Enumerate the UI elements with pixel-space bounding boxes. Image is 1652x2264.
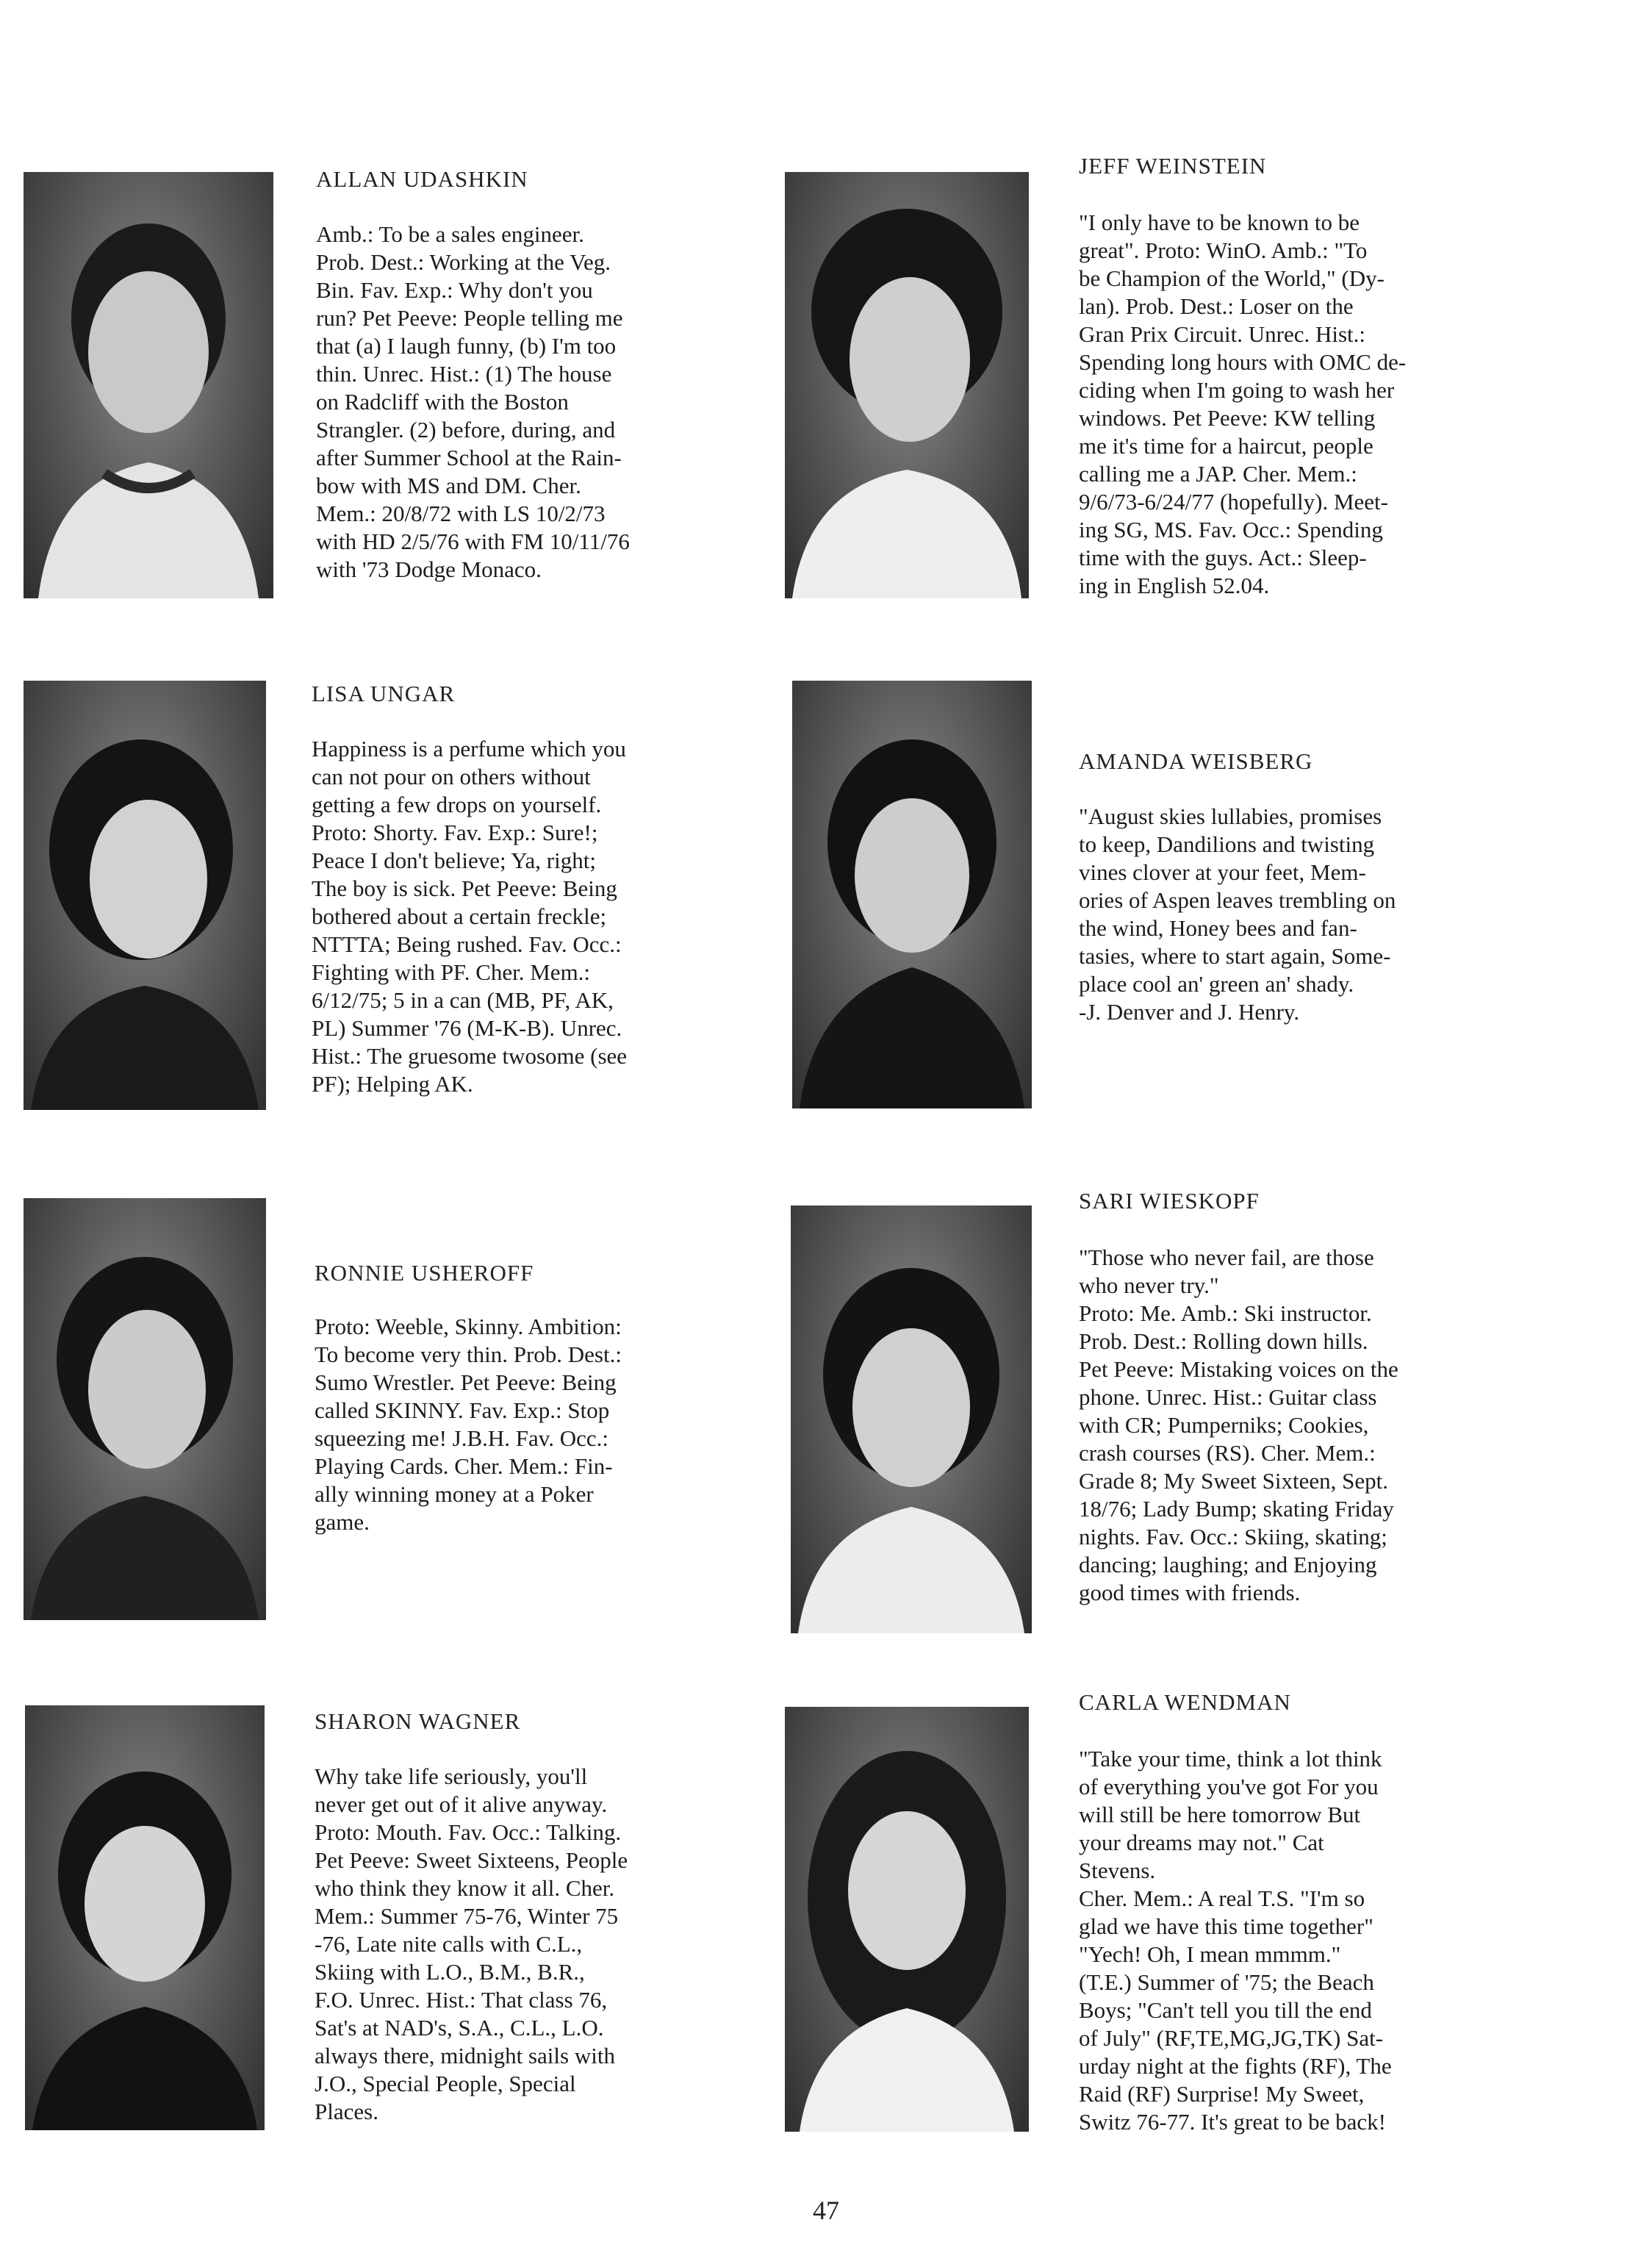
student-name: JEFF WEINSTEIN xyxy=(1079,153,1267,179)
portrait-photo xyxy=(785,172,1029,598)
student-name: LISA UNGAR xyxy=(312,681,456,706)
portrait-photo xyxy=(792,681,1032,1108)
student-bio: "Take your time, think a lot think of everything you've got For you will still be here tomorrow But your dreams may not." Cat Stevens. Cher. Mem.: A real T.S. "I'm so glad we have this time together" "Yech! Oh, I mean mmmm." (T.E.) Summer of '75; the Beach Boys; "Can't tell you till the end of July" (RF,TE,MG,JG,TK) Sat- urday night at the fights (RF), The Raid (RF) Surprise! My Sweet, Switz 76-77. It's great to be back! xyxy=(1079,1746,1392,2135)
student-name: AMANDA WEISBERG xyxy=(1079,748,1313,774)
portrait-silhouette-icon xyxy=(24,172,273,598)
student-bio: Proto: Weeble, Skinny. Ambition: To become very thin. Prob. Dest.: Sumo Wrestler. Pet Peeve: Being called SKINNY. Fav. Exp.: Stop squeezing me! J.B.H. Fav. Occ.: Playing Cards. Cher. Mem.: Fin- ally winning money at a Poker game. xyxy=(315,1314,622,1535)
portrait-silhouette-icon xyxy=(785,172,1029,598)
portrait-silhouette-icon xyxy=(24,1198,266,1620)
portrait-silhouette-icon xyxy=(24,681,266,1110)
portrait-photo xyxy=(24,681,266,1110)
student-name: SARI WIESKOPF xyxy=(1079,1188,1260,1214)
portrait-silhouette-icon xyxy=(792,681,1032,1108)
student-bio: "August skies lullabies, promises to keep, Dandilions and twisting vines clover at your feet, Mem- ories of Aspen leaves trembling on the wind, Honey bees and fan- tasies, where to start again, Some- place cool an' green an' shady. -J. Denver and J. Henry. xyxy=(1079,803,1396,1025)
student-bio: Why take life seriously, you'll never get out of it alive anyway. Proto: Mouth. Fav. Occ.: Talking. Pet Peeve: Sweet Sixteens, People who think they know it all. Cher. Mem.: Summer 75-76, Winter 75 -76, Late nite calls with C.L., Skiing with L.O., B.M., B.R., F.O. Unrec. Hist.: That class 76, Sat's at NAD's, S.A., C.L., L.O. always there, midnight sails with J.O., Special People, Special Places. xyxy=(315,1763,628,2124)
portrait-photo xyxy=(791,1206,1032,1633)
portrait-silhouette-icon xyxy=(25,1705,265,2130)
page-number: 47 xyxy=(813,2196,839,2225)
student-bio: Happiness is a perfume which you can not pour on others without getting a few drops on yourself. Proto: Shorty. Fav. Exp.: Sure!; Peace I don't believe; Ya, right; The boy is sick. Pet Peeve: Being bothered about a certain freckle; NTTTA; Being rushed. Fav. Occ.: Fighting with PF. Cher. Mem.: 6/12/75; 5 in a can (MB, PF, AK, PL) Summer '76 (M-K-B). Unrec. Hist.: The gruesome twosome (see PF); Helping AK. xyxy=(312,736,628,1097)
portrait-photo xyxy=(24,172,273,598)
student-name: RONNIE USHEROFF xyxy=(315,1260,534,1286)
portrait-silhouette-icon xyxy=(785,1707,1029,2132)
student-name: SHARON WAGNER xyxy=(315,1708,521,1734)
student-name: ALLAN UDASHKIN xyxy=(316,166,528,192)
student-name: CARLA WENDMAN xyxy=(1079,1689,1291,1715)
portrait-silhouette-icon xyxy=(791,1206,1032,1633)
portrait-photo xyxy=(25,1705,265,2130)
student-bio: Amb.: To be a sales engineer. Prob. Dest.: Working at the Veg. Bin. Fav. Exp.: Why don't you run? Pet Peeve: People telling me that (a) I laugh funny, (b) I'm too thin. Unrec. Hist.: (1) The house on Radcliff with the Boston Strangler. (2) before, during, and after Summer School at the Rain- bow with MS and DM. Cher. Mem.: 20/8/72 with LS 10/2/73 with HD 2/5/76 with FM 10/11/76 with '73 Dodge Monaco. xyxy=(316,221,630,582)
portrait-photo xyxy=(785,1707,1029,2132)
portrait-photo xyxy=(24,1198,266,1620)
student-bio: "I only have to be known to be great". Proto: WinO. Amb.: "To be Champion of the World," (Dy- lan). Prob. Dest.: Loser on the Gran Prix Circuit. Unrec. Hist.: Spending long hours with OMC de- ciding when I'm going to wash her windows. Pet Peeve: KW telling me it's time for a haircut, people calling me a JAP. Cher. Mem.: 9/6/73-6/24/77 (hopefully). Meet- ing SG, MS. Fav. Occ.: Spending time with the guys. Act.: Sleep- ing in English 52.04. xyxy=(1079,209,1407,598)
student-bio: "Those who never fail, are those who never try." Proto: Me. Amb.: Ski instructor. Prob. Dest.: Rolling down hills. Pet Peeve: Mistaking voices on the phone. Unrec. Hist.: Guitar class with CR; Pumperniks; Cookies, crash courses (RS). Cher. Mem.: Grade 8; My Sweet Sixteen, Sept. 18/76; Lady Bump; skating Friday nights. Fav. Occ.: Skiing, skating; dancing; laughing; and Enjoying good times with friends. xyxy=(1079,1244,1398,1605)
